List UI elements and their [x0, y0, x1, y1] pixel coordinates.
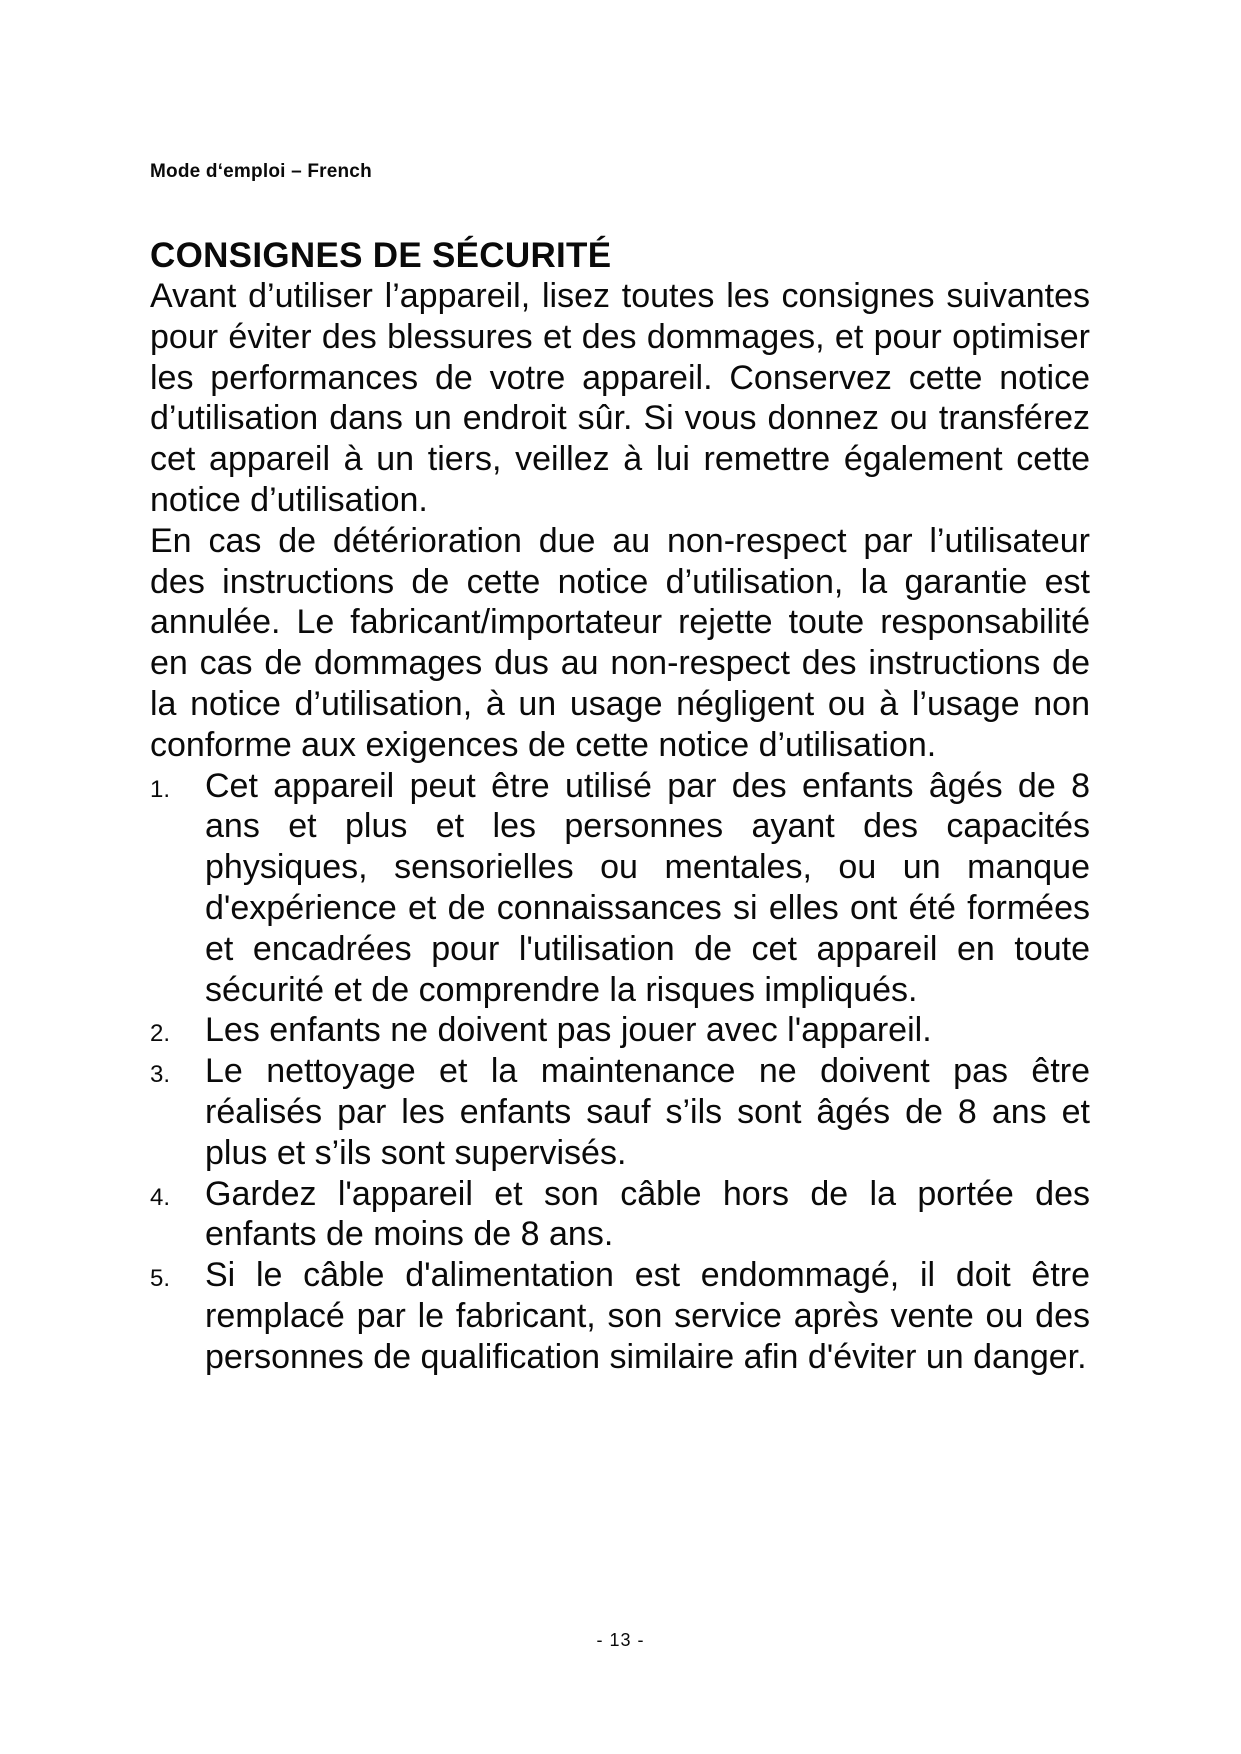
instruction-list — [150, 766, 1090, 1378]
warranty-paragraph: En cas de détérioration due au non-respect par l’utilisateur des instructions de cette notice d’utilisation, la garantie est annulée. Le fabricant/importateur rejette toute responsabilité en cas de dommages dus au non-respect des instructions de la notice d’utilisation, à un usage négligent ou à l’usage non conforme aux exigences de cette notice d’utilisation. — [150, 521, 1090, 764]
list-item-text: Gardez l'appareil et son câble hors de la portée des enfants de moins de 8 ans. — [205, 1174, 1090, 1254]
list-item-number: 3. — [150, 1061, 171, 1089]
list-item-text: Cet appareil peut être utilisé par des enfants âgés de 8 ans et plus et les personnes ayant des capacités physiques, sensorielles ou mentales, ou un manque d'expérience et de connaissances si elles ont été formées et encadrées pour l'utilisation de cet appareil en toute sécurité et de comprendre la risques impliqués. — [205, 766, 1090, 1009]
list-item — [150, 1051, 1090, 1173]
list-item-number: 4. — [150, 1183, 171, 1211]
intro-paragraph: Avant d’utiliser l’appareil, lisez toutes les consignes suivantes pour éviter des blessures et des dommages, et pour optimiser les performances de votre appareil. Conservez cette notice d’utilisation dans un endroit sûr. Si vous donnez ou transférez cet appareil à un tiers, veillez à lui remettre également cette notice d’utilisation. — [150, 277, 1090, 519]
list-item-number: 2. — [150, 1020, 171, 1048]
list-item — [150, 1255, 1090, 1377]
list-item — [150, 1174, 1090, 1256]
section-title: CONSIGNES DE SÉCURITÉ — [150, 236, 612, 275]
list-item-text: Les enfants ne doivent pas jouer avec l'appareil. — [205, 1011, 932, 1050]
safety-section — [150, 236, 1090, 1378]
page-number: - 13 - — [596, 1630, 645, 1650]
list-item — [150, 1010, 1090, 1051]
list-item-text: Si le câble d'alimentation est endommagé, il doit être remplacé par le fabricant, son service après vente ou des personnes de qualification similaire afin d'éviter un danger. — [205, 1256, 1090, 1376]
list-item-number: 1. — [150, 775, 171, 803]
document-header: Mode d‘emploi – French — [150, 161, 372, 182]
list-item — [150, 766, 1090, 1011]
list-item-text: Le nettoyage et la maintenance ne doivent pas être réalisés par les enfants sauf s’ils sont âgés de 8 ans et plus et s’ils sont supervisés. — [205, 1052, 1090, 1172]
list-item-number: 5. — [150, 1265, 171, 1293]
